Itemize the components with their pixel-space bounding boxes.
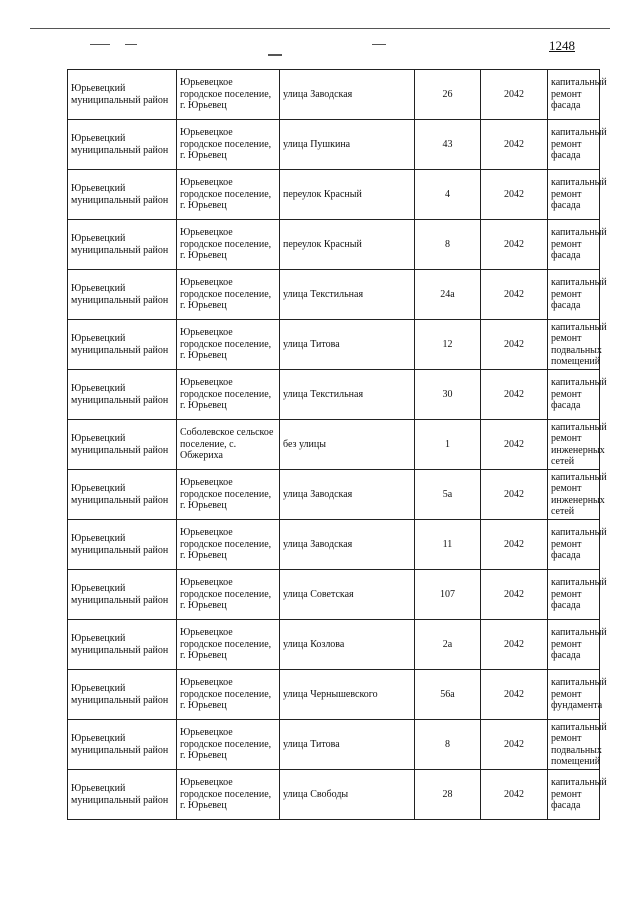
cell-street: улица Заводская	[280, 70, 415, 120]
cell-street: без улицы	[280, 420, 415, 470]
cell-district: Юрьевецкий муниципальный район	[68, 270, 177, 320]
cell-district: Юрьевецкий муниципальный район	[68, 770, 177, 820]
cell-work-type: капитальный ремонт фасада	[548, 570, 600, 620]
cell-house-number: 12	[415, 320, 481, 370]
cell-settlement: Юрьевецкое городское поселение, г. Юрьевец	[177, 120, 280, 170]
table-row	[68, 420, 600, 470]
table-row	[68, 70, 600, 120]
cell-house-number: 107	[415, 570, 481, 620]
cell-house-number: 30	[415, 370, 481, 420]
cell-year: 2042	[481, 620, 548, 670]
cell-year: 2042	[481, 720, 548, 770]
cell-district: Юрьевецкий муниципальный район	[68, 720, 177, 770]
cell-district: Юрьевецкий муниципальный район	[68, 120, 177, 170]
table-row	[68, 720, 600, 770]
cell-year: 2042	[481, 120, 548, 170]
cell-settlement: Юрьевецкое городское поселение, г. Юрьевец	[177, 620, 280, 670]
cell-year: 2042	[481, 570, 548, 620]
cell-year: 2042	[481, 770, 548, 820]
table-row	[68, 170, 600, 220]
cell-work-type: капитальный ремонт фасада	[548, 120, 600, 170]
cell-year: 2042	[481, 70, 548, 120]
cell-house-number: 24а	[415, 270, 481, 320]
cell-settlement: Юрьевецкое городское поселение, г. Юрьевец	[177, 670, 280, 720]
cell-street: улица Чернышевского	[280, 670, 415, 720]
table-row	[68, 370, 600, 420]
cell-settlement: Соболевское сельское поселение, с. Обжериха	[177, 420, 280, 470]
cell-street: улица Заводская	[280, 470, 415, 520]
table-row	[68, 670, 600, 720]
cell-district: Юрьевецкий муниципальный район	[68, 220, 177, 270]
cell-street: улица Текстильная	[280, 370, 415, 420]
cell-district: Юрьевецкий муниципальный район	[68, 520, 177, 570]
cell-house-number: 1	[415, 420, 481, 470]
cell-work-type: капитальный ремонт фасада	[548, 220, 600, 270]
cell-settlement: Юрьевецкое городское поселение, г. Юрьевец	[177, 370, 280, 420]
cell-street: переулок Красный	[280, 220, 415, 270]
cell-street: переулок Красный	[280, 170, 415, 220]
table-row	[68, 620, 600, 670]
cell-work-type: капитальный ремонт фасада	[548, 170, 600, 220]
cell-district: Юрьевецкий муниципальный район	[68, 420, 177, 470]
table-row	[68, 120, 600, 170]
cell-house-number: 26	[415, 70, 481, 120]
cell-house-number: 56а	[415, 670, 481, 720]
cell-district: Юрьевецкий муниципальный район	[68, 470, 177, 520]
cell-settlement: Юрьевецкое городское поселение, г. Юрьевец	[177, 520, 280, 570]
cell-year: 2042	[481, 520, 548, 570]
cell-work-type: капитальный ремонт фасада	[548, 520, 600, 570]
cell-street: улица Текстильная	[280, 270, 415, 320]
cell-house-number: 5а	[415, 470, 481, 520]
cell-street: улица Советская	[280, 570, 415, 620]
cell-settlement: Юрьевецкое городское поселение, г. Юрьевец	[177, 320, 280, 370]
cell-year: 2042	[481, 470, 548, 520]
table-row	[68, 220, 600, 270]
cell-street: улица Титова	[280, 320, 415, 370]
cell-house-number: 8	[415, 220, 481, 270]
cell-street: улица Козлова	[280, 620, 415, 670]
table-row	[68, 770, 600, 820]
cell-street: улица Титова	[280, 720, 415, 770]
cell-year: 2042	[481, 220, 548, 270]
cell-work-type: капитальный ремонт фасада	[548, 70, 600, 120]
table-row	[68, 470, 600, 520]
cell-settlement: Юрьевецкое городское поселение, г. Юрьевец	[177, 270, 280, 320]
cell-house-number: 11	[415, 520, 481, 570]
cell-work-type: капитальный ремонт подвальных помещений	[548, 320, 600, 370]
scan-artifact-line	[268, 54, 282, 56]
cell-year: 2042	[481, 420, 548, 470]
cell-settlement: Юрьевецкое городское поселение, г. Юрьевец	[177, 470, 280, 520]
cell-settlement: Юрьевецкое городское поселение, г. Юрьевец	[177, 220, 280, 270]
cell-house-number: 43	[415, 120, 481, 170]
scan-artifact-line	[125, 44, 137, 45]
cell-district: Юрьевецкий муниципальный район	[68, 70, 177, 120]
cell-street: улица Свободы	[280, 770, 415, 820]
table-row	[68, 320, 600, 370]
scan-artifact-line	[90, 44, 110, 45]
cell-district: Юрьевецкий муниципальный район	[68, 620, 177, 670]
cell-work-type: капитальный ремонт фундамента	[548, 670, 600, 720]
cell-year: 2042	[481, 320, 548, 370]
table-body	[68, 70, 607, 820]
table-row	[68, 570, 600, 620]
cell-house-number: 28	[415, 770, 481, 820]
page-number: 1248	[549, 38, 575, 53]
cell-settlement: Юрьевецкое городское поселение, г. Юрьевец	[177, 570, 280, 620]
cell-street: улица Пушкина	[280, 120, 415, 170]
cell-house-number: 8	[415, 720, 481, 770]
cell-work-type: капитальный ремонт подвальных помещений	[548, 720, 600, 770]
cell-year: 2042	[481, 670, 548, 720]
cell-house-number: 2а	[415, 620, 481, 670]
cell-settlement: Юрьевецкое городское поселение, г. Юрьевец	[177, 770, 280, 820]
cell-settlement: Юрьевецкое городское поселение, г. Юрьевец	[177, 720, 280, 770]
cell-work-type: капитальный ремонт фасада	[548, 370, 600, 420]
cell-work-type: капитальный ремонт инженерных сетей	[548, 420, 600, 470]
housing-repair-table	[67, 69, 607, 820]
cell-house-number: 4	[415, 170, 481, 220]
cell-year: 2042	[481, 370, 548, 420]
scan-artifact-line	[372, 44, 386, 45]
cell-work-type: капитальный ремонт инженерных сетей	[548, 470, 600, 520]
cell-district: Юрьевецкий муниципальный район	[68, 170, 177, 220]
cell-street: улица Заводская	[280, 520, 415, 570]
scan-artifact-line	[30, 28, 610, 29]
cell-year: 2042	[481, 270, 548, 320]
cell-work-type: капитальный ремонт фасада	[548, 770, 600, 820]
cell-district: Юрьевецкий муниципальный район	[68, 320, 177, 370]
cell-district: Юрьевецкий муниципальный район	[68, 570, 177, 620]
table-row	[68, 270, 600, 320]
cell-district: Юрьевецкий муниципальный район	[68, 370, 177, 420]
cell-district: Юрьевецкий муниципальный район	[68, 670, 177, 720]
cell-year: 2042	[481, 170, 548, 220]
cell-work-type: капитальный ремонт фасада	[548, 620, 600, 670]
cell-settlement: Юрьевецкое городское поселение, г. Юрьевец	[177, 70, 280, 120]
table-row	[68, 520, 600, 570]
cell-settlement: Юрьевецкое городское поселение, г. Юрьевец	[177, 170, 280, 220]
cell-work-type: капитальный ремонт фасада	[548, 270, 600, 320]
